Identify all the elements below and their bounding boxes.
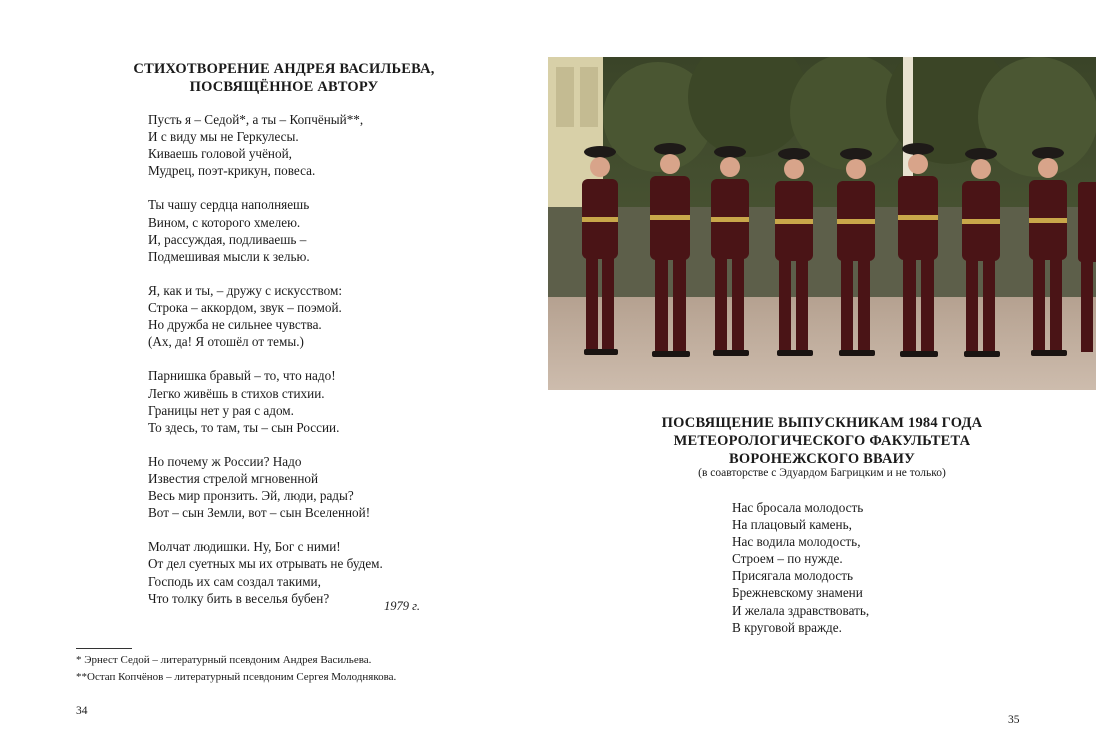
poem-line: Парнишка бравый – то, что надо! <box>148 368 336 384</box>
right-poem <box>732 499 992 636</box>
right-poem-title <box>608 414 1036 468</box>
title-line: СТИХОТВОРЕНИЕ АНДРЕЯ ВАСИЛЬЕВА, <box>133 61 435 77</box>
page-number: 35 <box>1008 714 1020 726</box>
poem-line: Известия стрелой мгновенной <box>148 470 319 486</box>
poem-line: От дел суетных мы их отрывать не будем. <box>148 556 383 572</box>
page-number: 34 <box>76 705 88 717</box>
stanza <box>732 499 992 636</box>
left-poem <box>148 111 468 607</box>
stanza <box>148 282 468 350</box>
poem-line: Пусть я – Седой*, а ты – Копчёный**, <box>148 112 364 127</box>
poem-line: Брежневскому знамени <box>732 585 863 601</box>
poem-line: Весь мир пронзить. Эй, люди, рады? <box>148 488 354 504</box>
poem-line: Но почему ж России? Надо <box>148 453 302 469</box>
poem-line: Вином, с которого хмелею. <box>148 214 301 230</box>
poem-line: Вот – сын Земли, вот – сын Вселенной! <box>148 505 371 521</box>
title-line: ПОСВЯЩЕНИЕ ВЫПУСКНИКАМ 1984 ГОДА <box>661 415 983 431</box>
right-page <box>548 0 1096 756</box>
poem-line: Киваешь головой учёной, <box>148 146 292 162</box>
footnote-divider <box>76 648 132 649</box>
poem-line: Нас водила молодость, <box>732 534 861 550</box>
poem-line: Легко живёшь в стихов стихии. <box>148 385 325 401</box>
cadets-photo <box>548 57 1096 390</box>
stanza <box>148 196 468 264</box>
poem-line: Ты чашу сердца наполняешь <box>148 197 310 213</box>
poem-subtitle: (в соавторстве с Эдуардом Багрицким и не только) <box>698 467 946 479</box>
cadets-photo-image <box>548 57 1096 390</box>
poem-line: Молчат людишки. Ну, Бог с ними! <box>148 539 341 555</box>
poem-line: Мудрец, поэт-крикун, повеса. <box>148 163 316 179</box>
poem-line: Подмешивая мысли к зелью. <box>148 248 310 264</box>
poem-line: Нас бросала молодость <box>732 500 864 515</box>
footnote: **Остап Копчёнов – литературный псевдоним Сергея Молоднякова. <box>76 671 397 683</box>
poem-line: Строем – по нужде. <box>732 551 843 567</box>
stanza <box>148 111 468 179</box>
poem-line: И, рассуждая, подливаешь – <box>148 231 307 247</box>
poem-line: И желала здравствовать, <box>732 602 870 618</box>
stanza <box>148 367 468 435</box>
poem-line: Что толку бить в веселья бубен? <box>148 590 330 606</box>
poem-line: Я, как и ты, – дружу с искусством: <box>148 282 342 298</box>
poem-line: И с виду мы не Геркулесы. <box>148 129 299 145</box>
left-poem-title <box>84 60 484 96</box>
title-line: ПОСВЯЩЁННОЕ АВТОРУ <box>189 79 379 95</box>
poem-line: На плацовый камень, <box>732 517 852 533</box>
poem-line: Границы нет у рая с адом. <box>148 402 294 418</box>
footnote: * Эрнест Седой – литературный псевдоним Андрея Васильева. <box>76 654 372 666</box>
poem-line: (Ах, да! Я отошёл от темы.) <box>148 334 304 350</box>
poem-line: Присягала молодость <box>732 568 854 584</box>
poem-date: 1979 г. <box>384 599 420 613</box>
poem-line: Господь их сам создал такими, <box>148 573 321 589</box>
stanza <box>148 538 468 606</box>
poem-line: То здесь, то там, ты – сын России. <box>148 419 340 435</box>
poem-line: Но дружба не сильнее чувства. <box>148 317 322 333</box>
poem-line: В круговой вражде. <box>732 619 842 635</box>
stanza <box>148 453 468 521</box>
title-line: МЕТЕОРОЛОГИЧЕСКОГО ФАКУЛЬТЕТА <box>673 433 971 449</box>
title-line: ВОРОНЕЖСКОГО ВВАИУ <box>728 451 916 467</box>
poem-line: Строка – аккордом, звук – поэмой. <box>148 300 342 316</box>
